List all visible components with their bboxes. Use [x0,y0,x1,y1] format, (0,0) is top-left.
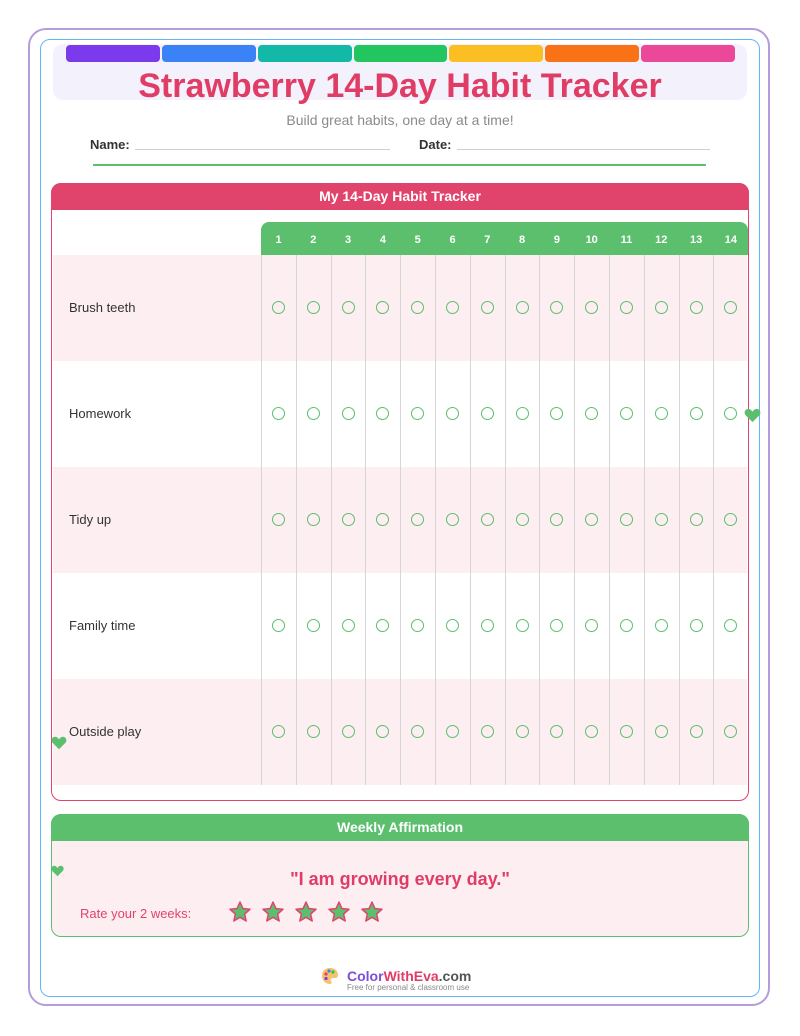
habit-label: Tidy up [69,512,112,527]
habit-checkbox[interactable] [481,513,494,526]
grid-line [574,255,575,785]
habit-checkbox[interactable] [550,513,563,526]
habit-checkbox[interactable] [620,513,633,526]
habit-checkbox[interactable] [411,619,424,632]
rainbow-segment [66,45,160,62]
habit-checkbox[interactable] [724,725,737,738]
habit-checkbox[interactable] [376,619,389,632]
habit-checkbox[interactable] [724,619,737,632]
habit-checkbox[interactable] [724,407,737,420]
habit-checkbox[interactable] [307,513,320,526]
habit-checkbox[interactable] [655,725,668,738]
grid-line [331,255,332,785]
habit-checkbox[interactable] [690,301,703,314]
habit-checkbox[interactable] [550,619,563,632]
habit-checkbox[interactable] [585,513,598,526]
habit-checkbox[interactable] [307,619,320,632]
page-title: Strawberry 14-Day Habit Tracker [138,67,662,105]
day-number: 8 [519,234,526,246]
habit-checkbox[interactable] [481,725,494,738]
star-icon[interactable] [228,900,252,924]
palette-logo-icon [320,966,340,986]
grid-line [365,255,366,785]
rainbow-strip [66,45,735,62]
rainbow-segment [641,45,735,62]
habit-checkbox[interactable] [376,301,389,314]
habit-checkbox[interactable] [446,513,459,526]
rainbow-segment [258,45,352,62]
day-number: 12 [655,234,668,246]
habit-checkbox[interactable] [620,301,633,314]
heart-icon [51,736,67,750]
grid-line [644,255,645,785]
habit-checkbox[interactable] [620,407,633,420]
habit-checkbox[interactable] [411,513,424,526]
star-icon[interactable] [261,900,285,924]
habit-checkbox[interactable] [272,301,285,314]
habit-checkbox[interactable] [585,407,598,420]
footer-brand-part: WithEva [383,968,439,984]
day-number: 4 [379,234,386,246]
habit-checkbox[interactable] [690,619,703,632]
day-number: 9 [553,234,560,246]
date-field[interactable] [457,149,710,150]
habit-checkbox[interactable] [307,725,320,738]
name-field[interactable] [135,149,390,150]
habit-checkbox[interactable] [272,619,285,632]
grid-line [400,255,401,785]
grid-line [679,255,680,785]
grid-line [609,255,610,785]
habit-label: Outside play [69,724,142,739]
star-icon[interactable] [294,900,318,924]
day-number: 13 [689,234,703,246]
habit-checkbox[interactable] [585,301,598,314]
habit-checkbox[interactable] [411,725,424,738]
day-number: 1 [275,234,282,246]
rate-label: Rate your 2 weeks: [80,906,192,921]
day-number: 7 [484,234,491,246]
rainbow-segment [162,45,256,62]
habit-checkbox[interactable] [690,513,703,526]
habit-checkbox[interactable] [620,725,633,738]
habit-checkbox[interactable] [411,301,424,314]
habit-checkbox[interactable] [342,513,355,526]
star-icon[interactable] [360,900,384,924]
habit-checkbox[interactable] [342,407,355,420]
habit-checkbox[interactable] [272,513,285,526]
rainbow-segment [545,45,639,62]
habit-checkbox[interactable] [655,407,668,420]
grid-line [539,255,540,785]
habit-checkbox[interactable] [620,619,633,632]
habit-checkbox[interactable] [272,725,285,738]
day-number: 14 [724,234,738,246]
footer-tagline: Free for personal & classroom use [347,983,470,992]
name-label: Name: [90,137,130,152]
footer-brand-part: Color [347,968,384,984]
grid-line [713,255,714,785]
habit-checkbox[interactable] [724,513,737,526]
affirmation-heading: Weekly Affirmation [51,814,749,841]
habit-checkbox[interactable] [516,301,529,314]
habit-checkbox[interactable] [481,619,494,632]
habit-checkbox[interactable] [446,407,459,420]
grid-line [435,255,436,785]
footer-brand[interactable] [347,968,471,984]
habit-checkbox[interactable] [655,619,668,632]
habit-checkbox[interactable] [342,619,355,632]
habit-checkbox[interactable] [446,725,459,738]
habit-checkbox[interactable] [585,725,598,738]
day-number: 11 [620,234,633,246]
grid-line [296,255,297,785]
day-number: 5 [414,234,421,246]
habit-checkbox[interactable] [307,301,320,314]
habit-checkbox[interactable] [272,407,285,420]
habit-checkbox[interactable] [655,301,668,314]
tracker-heading: My 14-Day Habit Tracker [51,183,749,210]
heart-icon [744,408,761,423]
habit-checkbox[interactable] [446,301,459,314]
habit-checkbox[interactable] [550,407,563,420]
habit-checkbox[interactable] [516,513,529,526]
habit-checkbox[interactable] [690,407,703,420]
habit-label: Homework [69,406,132,421]
habit-checkbox[interactable] [481,301,494,314]
habit-checkbox[interactable] [376,725,389,738]
habit-checkbox[interactable] [342,725,355,738]
day-number: 10 [585,234,598,246]
grid-line [470,255,471,785]
habit-checkbox[interactable] [446,619,459,632]
rainbow-segment [449,45,543,62]
habit-checkbox[interactable] [690,725,703,738]
page-subtitle: Build great habits, one day at a time! [286,112,514,128]
affirmation-quote: "I am growing every day." [290,869,510,889]
habit-label: Family time [69,618,136,633]
habit-checkbox[interactable] [411,407,424,420]
habit-checkbox[interactable] [550,725,563,738]
date-label: Date: [419,137,452,152]
habit-checkbox[interactable] [376,513,389,526]
star-icon[interactable] [327,900,351,924]
grid-line [505,255,506,785]
habit-checkbox[interactable] [724,301,737,314]
habit-checkbox[interactable] [550,301,563,314]
habit-label: Brush teeth [69,300,136,315]
grid-line [261,255,262,785]
habit-checkbox[interactable] [481,407,494,420]
habit-checkbox[interactable] [376,407,389,420]
footer-brand-part: .com [438,968,472,984]
day-number: 6 [449,234,456,246]
day-number: 3 [345,234,352,246]
habit-checkbox[interactable] [516,619,529,632]
habit-checkbox[interactable] [655,513,668,526]
habit-checkbox[interactable] [342,301,355,314]
rainbow-segment [354,45,448,62]
divider [93,164,706,166]
habit-checkbox[interactable] [516,725,529,738]
habit-checkbox[interactable] [307,407,320,420]
habit-checkbox[interactable] [516,407,529,420]
habit-checkbox[interactable] [585,619,598,632]
day-number: 2 [310,234,317,246]
